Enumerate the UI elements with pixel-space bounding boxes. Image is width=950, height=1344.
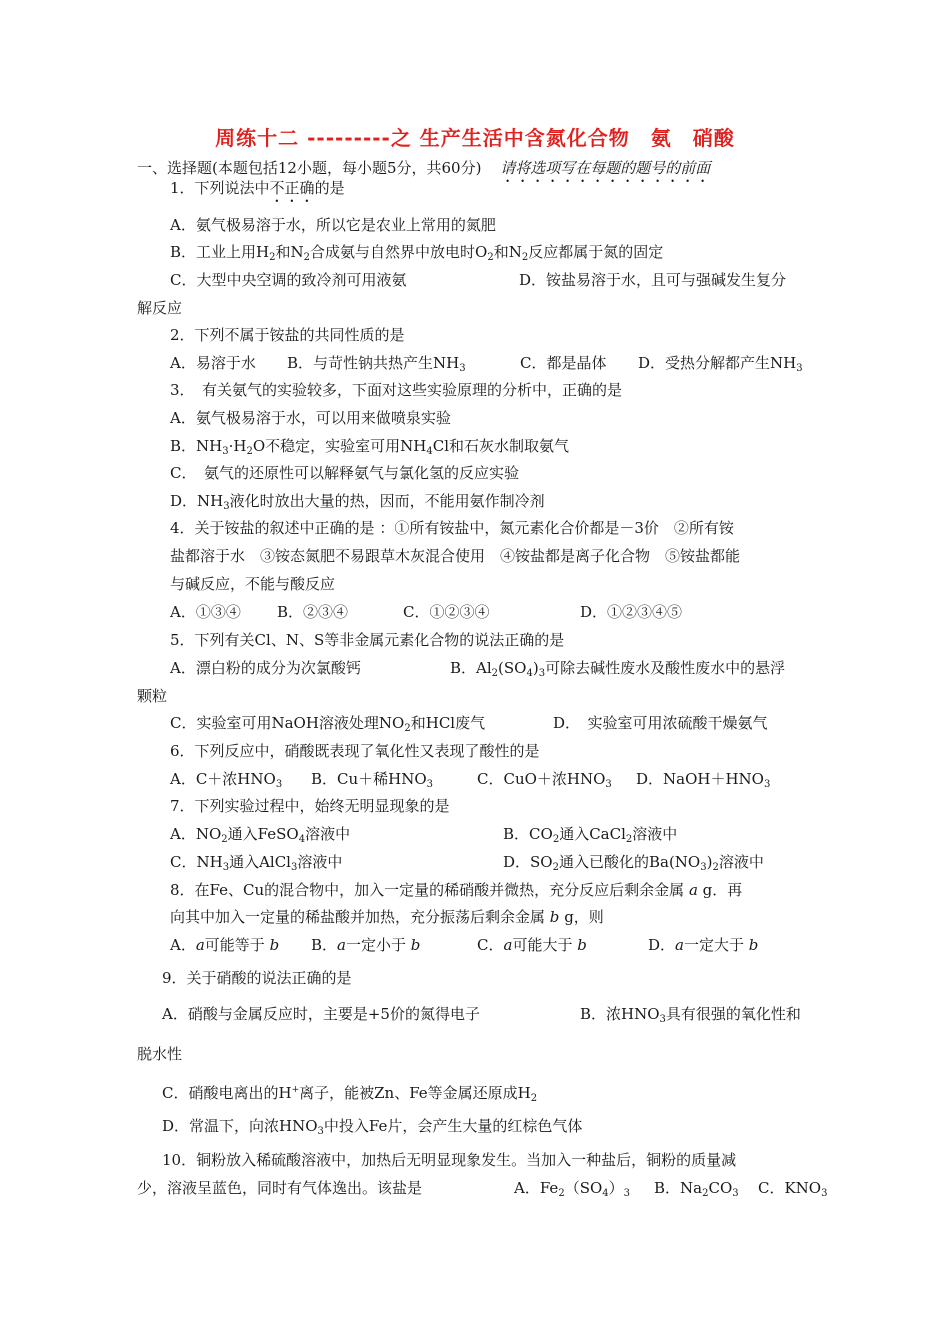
question-4-line-1: 4．关于铵盐的叙述中正确的是 ：①所有铵盐中，氮元素化合价都是－3价 ②所有铵 <box>170 519 734 537</box>
q1-option-d: D．铵盐易溶于水，且可与强碱发生复分 <box>519 271 787 289</box>
q6-option-a: A．C＋浓$HNO_3$ <box>170 770 283 790</box>
q8-option-a: A．a可能等于 b <box>170 936 280 954</box>
q10-option-c: C．$KNO_3$ <box>758 1179 828 1199</box>
q2-option-b: B．与苛性钠共热产生$NH_3$ <box>287 354 466 374</box>
q1-option-b: B．工业上用$H_2$和$N_2$合成氨与自然界中放电时$O_2$和$N_2$反应都属于氮的固定 <box>170 243 664 263</box>
q3-option-a: A．氨气极易溶于水，可以用来做喷泉实验 <box>170 409 451 427</box>
q7-option-b: B．$CO_2$通入CaCl$_2$溶液中 <box>503 825 678 845</box>
question-4-line-3: 与碱反应，不能与酸反应 <box>170 575 336 593</box>
q6-option-c: C．CuO＋浓$HNO_3$ <box>477 770 612 790</box>
q3-option-c: C． 氨气的还原性可以解释氨气与氯化氢的反应实验 <box>170 464 519 482</box>
q10-option-b: B．$Na_2CO_3$ <box>654 1179 739 1199</box>
q3-option-d: D．$NH_3$液化时放出大量的热，因而，不能用氨作制冷剂 <box>170 492 545 512</box>
q2-option-d: D．受热分解都产生$NH_3$ <box>638 354 803 374</box>
q3-option-b: B．$NH_3\cdot H_2O$不稳定，实验室可用$NH_4Cl$和石灰水制取氨气 <box>170 437 570 457</box>
question-8-line-2: 向其中加入一定量的稀盐酸并加热，充分振荡后剩余金属 b g，则 <box>170 908 604 926</box>
q4-option-c: C．①②③④ <box>403 603 490 621</box>
question-4-line-2: 盐都溶于水 ③铵态氮肥不易跟草木灰混合使用 ④铵盐都是离子化合物 ⑤铵盐都能 <box>170 547 741 565</box>
q1-emphasis: 不正确 <box>269 179 315 197</box>
q1-option-a: A．氨气极易溶于水，所以它是农业上常用的氮肥 <box>170 216 496 234</box>
question-1 <box>170 178 345 206</box>
question-2: 2．下列不属于铵盐的共同性质的是 <box>170 326 405 344</box>
answer-hint: 请将选项写在每题的题号的前面 <box>500 159 711 177</box>
q8-option-b: B．a一定小于 b <box>311 936 421 954</box>
q1-option-d-cont: 解反应 <box>137 299 183 317</box>
q5-option-a: A．漂白粉的成分为次氯酸钙 <box>170 659 361 677</box>
q1-text-suffix: 的是 <box>314 179 345 197</box>
q6-option-b: B．Cu＋稀$HNO_3$ <box>311 770 434 790</box>
q1-option-c: C．大型中央空调的致冷剂可用液氨 <box>170 271 407 289</box>
q7-option-a: A．$NO_2$通入FeSO$_4$溶液中 <box>170 825 351 845</box>
page-title: 周练十二 ---------之 生产生活中含氮化合物 氨 硝酸 <box>215 126 735 150</box>
question-6: 6．下列反应中，硝酸既表现了氧化性又表现了酸性的是 <box>170 742 540 760</box>
q7-option-d: D．$SO_2$通入已酸化的$Ba(NO_3)_2$溶液中 <box>503 853 764 873</box>
q2-option-a: A．易溶于水 <box>170 354 256 372</box>
q9-option-b-cont: 脱水性 <box>137 1045 183 1063</box>
q6-option-d: D．$NaOH+HNO_3$ <box>636 770 771 790</box>
q5-option-c: C．实验室可用NaOH溶液处理$NO_2$和HCl废气 <box>170 714 486 734</box>
q9-option-b: B．浓$HNO_3$具有很强的氧化性和 <box>580 1005 801 1025</box>
q5-option-b: B．$Al_2(SO_4)_3$可除去碱性废水及酸性废水中的悬浮 <box>450 659 786 679</box>
q9-option-d: D．常温下，向浓$HNO_3$中投入Fe片，会产生大量的红棕色气体 <box>162 1117 583 1137</box>
q4-option-a: A．①③④ <box>170 603 241 621</box>
q5-option-b-cont: 颗粒 <box>137 687 168 705</box>
q9-option-a: A．硝酸与金属反应时，主要是+5价的氮得电子 <box>162 1005 480 1023</box>
q2-option-c: C．都是晶体 <box>520 354 607 372</box>
q9-option-c: C．硝酸电离出的H+离子，能被Zn、Fe等金属还原成$H_2$ <box>162 1084 538 1104</box>
question-10-line-1: 10．铜粉放入稀硫酸溶液中，加热后无明显现象发生。当加入一种盐后，铜粉的质量减 <box>162 1151 737 1169</box>
q7-option-c: C．$NH_3$通入AlCl$_3$溶液中 <box>170 853 343 873</box>
question-9: 9．关于硝酸的说法正确的是 <box>162 969 352 987</box>
question-8-line-1: 8．在Fe、Cu的混合物中，加入一定量的稀硝酸并微热，充分反应后剩余金属 a g．再 <box>170 881 743 899</box>
q4-option-d: D．①②③④⑤ <box>580 603 683 621</box>
question-7: 7．下列实验过程中，始终无明显现象的是 <box>170 797 450 815</box>
q8-option-c: C．a可能大于 b <box>477 936 587 954</box>
question-5: 5．下列有关Cl、N、S等非金属元素化合物的说法正确的是 <box>170 631 565 649</box>
q5-option-d: D． 实验室可用浓硫酸干燥氨气 <box>553 714 768 732</box>
question-3: 3． 有关氨气的实验较多，下面对这些实验原理的分析中，正确的是 <box>170 381 623 399</box>
q1-text-prefix: 1．下列说法中 <box>170 179 270 197</box>
section-heading-text: 一、选择题(本题包括12小题，每小题5分，共60分) <box>137 159 482 177</box>
q4-option-b: B．②③④ <box>277 603 349 621</box>
q8-option-d: D．a一定大于 b <box>648 936 759 954</box>
question-10-line-2: 少，溶液呈蓝色，同时有气体逸出。该盐是 <box>137 1179 423 1197</box>
q10-option-a: A．$Fe_2(SO_4)_3$ <box>514 1179 631 1199</box>
